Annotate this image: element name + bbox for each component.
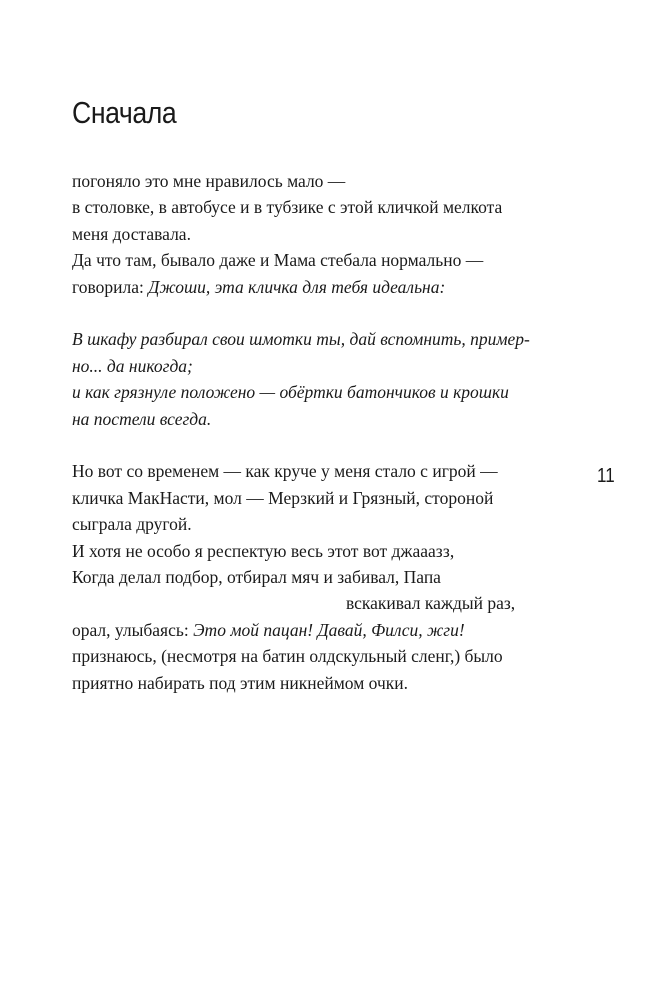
poem-line: признаюсь, (несмотря на батин олдскульный сленг,) было [72, 646, 503, 667]
poem-line: но... да никогда; [72, 355, 193, 376]
poem-line: Когда делал подбор, отбирал мяч и забивал, Папа [72, 567, 441, 588]
poem-line: приятно набирать под этим никнеймом очки. [72, 672, 409, 693]
poem-line: меня доставала. [72, 223, 191, 244]
poem-line: сыграла другой. [72, 514, 192, 535]
stanza-1 [72, 168, 572, 300]
poem-line: Да что там, бывало даже и Мама стебала нормально — [72, 250, 484, 271]
poem-line: кличка МакНасти, мол — Мерзкий и Грязный, стороной [72, 487, 494, 508]
chapter-title: Сначала [72, 95, 177, 130]
poem-line: В шкафу разбирал свои шмотки ты, дай вспомнить, пример- [72, 329, 530, 350]
page-number: 11 [597, 465, 615, 487]
italic-quote: Это мой пацан! Давай, Филси, жги! [193, 619, 465, 640]
poem-line-prefix: орал, улыбаясь: [72, 619, 194, 640]
poem-line: в столовке, в автобусе и в тубзике с этой кличкой мелкота [72, 197, 503, 218]
poem-line: Но вот со временем — как круче у меня стало с игрой — [72, 461, 498, 482]
stanza-3 [72, 458, 572, 696]
poem-line: и как грязнуле положено — обёртки батончиков и крошки [72, 382, 509, 403]
poem-line [72, 617, 572, 643]
poem-line: И хотя не особо я респектую весь этот вот джааазз, [72, 540, 455, 561]
poem-line [72, 274, 572, 300]
stanza-2-italic [72, 326, 572, 432]
poem-text [72, 168, 572, 722]
italic-quote: Джоши, эта кличка для тебя идеальна: [148, 276, 446, 297]
poem-line: погоняло это мне нравилось мало — [72, 171, 346, 191]
poem-line-indented: вскакивал каждый раз, [346, 593, 516, 614]
poem-line-prefix: говорила: [72, 276, 149, 297]
poem-line: на постели всегда. [72, 408, 212, 429]
